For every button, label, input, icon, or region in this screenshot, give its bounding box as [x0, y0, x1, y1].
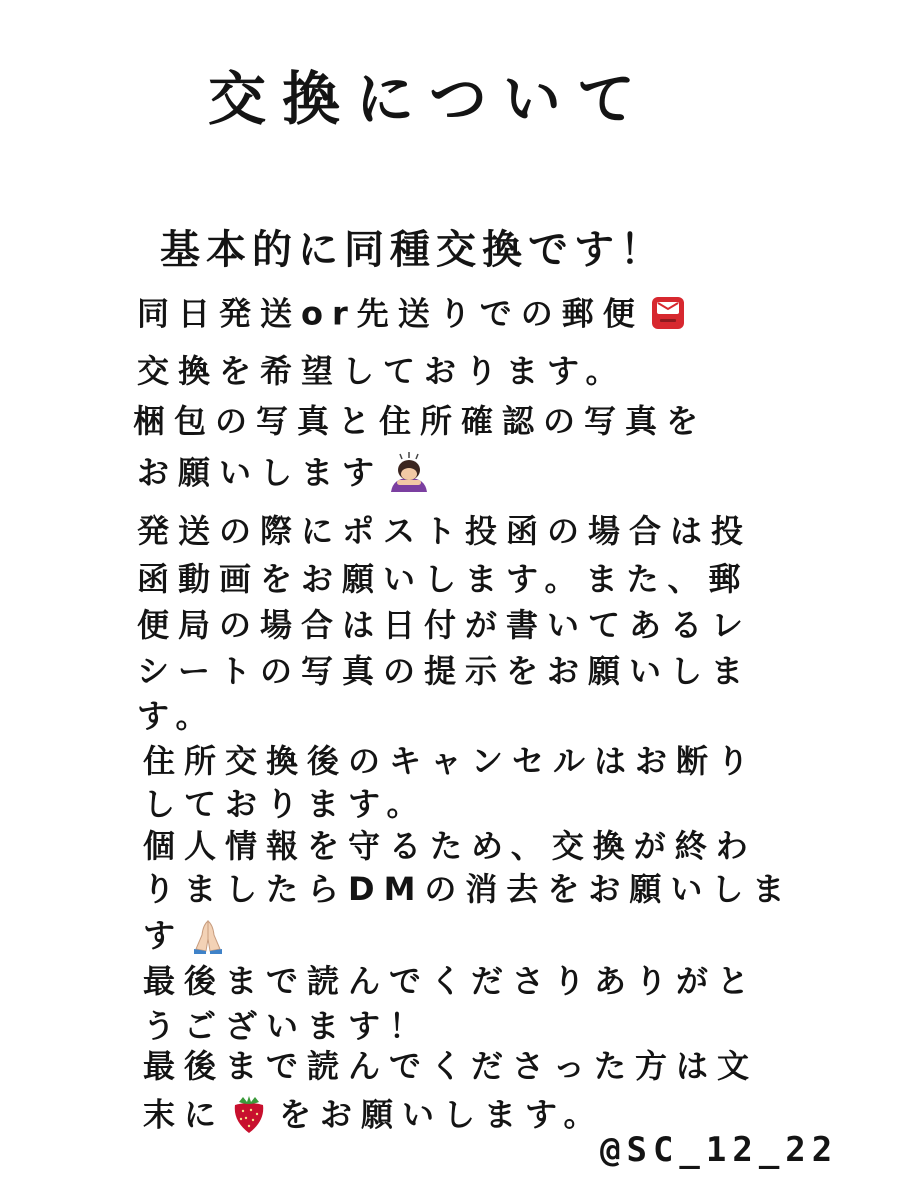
text-line-17: うございます！ — [143, 1007, 431, 1045]
text-line-13: 個人情報を守るため、交換が終わ — [143, 827, 757, 865]
text-line-15 — [143, 915, 228, 960]
text-line-4: 梱包の写真と住所確認の写真を — [133, 402, 708, 440]
praying-hands-icon — [188, 915, 228, 960]
text-line-2 — [137, 293, 688, 338]
text-line-7: 函動画をお願いします。また、郵 — [137, 560, 750, 598]
text-line-18: 最後まで読んでくださった方は文 — [143, 1047, 759, 1085]
text-line-10: す。 — [137, 697, 217, 735]
text-line-14: りましたらDMの消去をお願いしま — [143, 870, 794, 908]
page-title: 交換について — [208, 65, 651, 133]
text-line-6: 発送の際にポスト投函の場合は投 — [137, 512, 753, 550]
text-line-15-text: す — [143, 916, 185, 955]
text-line-1: 基本的に同種交換です！ — [160, 227, 666, 273]
strawberry-icon — [229, 1093, 269, 1140]
author-handle: @SC_12_22 — [600, 1130, 839, 1170]
text-line-5 — [137, 450, 431, 499]
text-line-16: 最後まで読んでくださりありがと — [143, 962, 759, 1000]
text-line-3: 交換を希望しております。 — [137, 352, 627, 390]
text-line-19-text-b: をお願いします。 — [279, 1095, 605, 1134]
bowing-person-icon — [387, 450, 431, 499]
text-line-9: シートの写真の提示をお願いしま — [137, 652, 753, 690]
text-line-8: 便局の場合は日付が書いてあるレ — [137, 606, 753, 644]
postbox-icon — [648, 293, 688, 338]
text-line-19-text-a: 末に — [143, 1095, 226, 1134]
text-line-2-text: 同日発送or先送りでの郵便 — [137, 294, 644, 333]
text-line-19 — [143, 1093, 604, 1140]
text-line-12: しております。 — [143, 785, 428, 823]
text-line-5-text: お願いします — [137, 453, 384, 492]
text-line-11: 住所交換後のキャンセルはお断り — [143, 742, 759, 780]
